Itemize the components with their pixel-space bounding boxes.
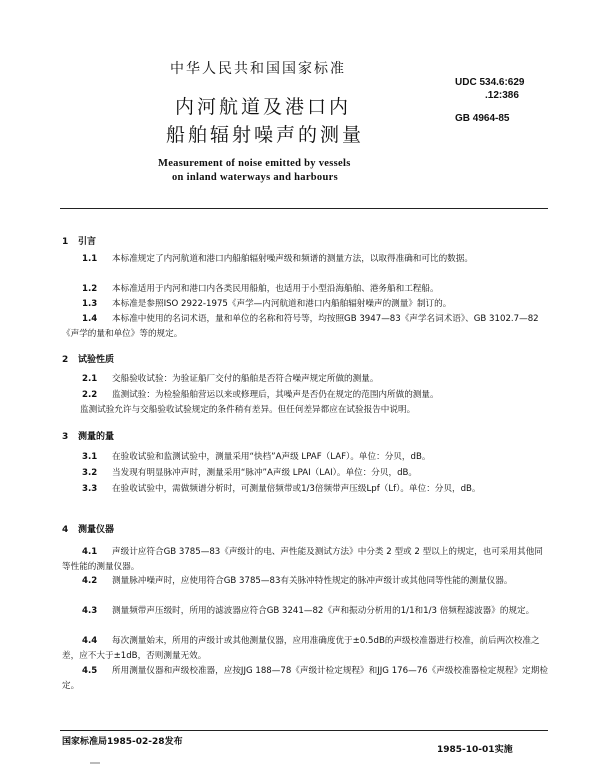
paragraph-number: 1.4 bbox=[82, 314, 98, 324]
paragraph-text: 当发现有明显脉冲声时，测量采用“脉冲”A声级 LPAI（LAI）。单位：分贝，dB。 bbox=[112, 468, 418, 478]
paragraph-number: 4.1 bbox=[82, 547, 98, 557]
paragraph-3-2 bbox=[62, 466, 548, 481]
paragraph-text: 所用测量仪器和声级校准器，应按JJG 188—78《声级计检定规程》和JJG 176—76《声级校准器检定规程》定期检定。 bbox=[62, 666, 548, 691]
title-cn-line-2: 船舶辐射噪声的测量 bbox=[166, 124, 365, 146]
paragraph-number: 3.1 bbox=[82, 452, 98, 462]
section-2-heading bbox=[62, 352, 114, 365]
paragraph-number: 4.2 bbox=[82, 576, 98, 586]
paragraph-2-2-continued bbox=[80, 403, 548, 418]
paragraph-number: 1.1 bbox=[82, 254, 98, 264]
udc-line-1: UDC 534.6:629 bbox=[455, 77, 525, 88]
paragraph-number: 4.5 bbox=[82, 666, 98, 676]
paragraph-3-3 bbox=[62, 482, 548, 497]
effective-date: 1985-10-01实施 bbox=[437, 745, 513, 755]
paragraph-text: 在验收试验和监测试验中，测量采用“快档”A声级 LPAF（LAF）。单位：分贝，dB。 bbox=[112, 452, 431, 462]
section-title: 测量仪器 bbox=[78, 525, 115, 535]
paragraph-number: 1.3 bbox=[82, 299, 98, 309]
paragraph-text: 本标准是参照ISO 2922-1975《声学—内河航道和港口内船舶辐射噪声的测量》制订的。 bbox=[112, 299, 452, 309]
section-title: 试验性质 bbox=[78, 355, 115, 365]
title-en-line-2: on inland waterways and harbours bbox=[172, 172, 338, 183]
paragraph-text: 本标准中使用的名词术语，量和单位的名称和符号等，均按照GB 3947—83《声学名词术语》、GB 3102.7—82《声学的量和单位》等的规定。 bbox=[62, 314, 539, 339]
paragraph-3-1 bbox=[62, 450, 548, 465]
paragraph-1-1 bbox=[62, 252, 548, 267]
bottom-divider bbox=[60, 730, 548, 731]
section-number: 2 bbox=[62, 355, 69, 365]
paragraph-text: 在验收试验中，需做频谱分析时，可测量倍频带或1/3倍频带声压级Lpf（Lf）。单位：分贝，dB。 bbox=[112, 484, 481, 494]
section-1-heading bbox=[62, 234, 96, 247]
standard-name: 中华人民共和国国家标准 bbox=[170, 61, 346, 77]
paragraph-text: 监测试验允许与交船验收试验规定的条件稍有差异。但任何差异都应在试验报告中说明。 bbox=[80, 405, 416, 415]
paragraph-2-2 bbox=[62, 388, 548, 403]
paragraph-number: 3.3 bbox=[82, 484, 98, 494]
paragraph-text: 声级计应符合GB 3785—83《声级计的电、声性能及测试方法》中分类 2 型或 2 型以上的规定，也可采用其他同等性能的测量仪器。 bbox=[62, 547, 543, 572]
paragraph-number: 2.2 bbox=[82, 390, 98, 400]
paragraph-4-5 bbox=[62, 664, 548, 694]
paragraph-text: 交船验收试验：为验证船厂交付的船舶是否符合噪声规定所做的测量。 bbox=[112, 374, 379, 384]
paragraph-1-2 bbox=[62, 282, 548, 297]
section-3-heading bbox=[62, 429, 114, 442]
scan-mark bbox=[90, 762, 100, 764]
paragraph-1-4 bbox=[62, 312, 548, 342]
section-title: 引言 bbox=[78, 237, 97, 247]
section-number: 3 bbox=[62, 432, 69, 442]
paragraph-2-1 bbox=[62, 372, 548, 387]
paragraph-text: 每次测量始末，所用的声级计或其他测量仪器，应用准确度优于±0.5dB的声级校准器进行校准，前后两次校准之差，应不大于±1dB，否则测量无效。 bbox=[62, 636, 540, 661]
paragraph-text: 本标准规定了内河航道和港口内船舶辐射噪声级和频谱的测量方法，以取得准确和可比的数据。 bbox=[112, 254, 473, 264]
section-number: 4 bbox=[62, 525, 69, 535]
gb-number: GB 4964-85 bbox=[455, 113, 510, 124]
paragraph-number: 1.2 bbox=[82, 284, 98, 294]
paragraph-4-2 bbox=[62, 574, 548, 589]
paragraph-4-3 bbox=[62, 604, 548, 619]
section-4-heading bbox=[62, 522, 114, 535]
paragraph-number: 4.3 bbox=[82, 606, 98, 616]
paragraph-text: 本标准适用于内河和港口内各类民用船舶，也适用于小型沿海船舶、港务船和工程船。 bbox=[112, 284, 439, 294]
paragraph-number: 4.4 bbox=[82, 636, 98, 646]
paragraph-text: 监测试验：为检验船舶营运以来或修理后，其噪声是否仍在规定的范围内所做的测量。 bbox=[112, 390, 439, 400]
top-divider bbox=[60, 208, 548, 209]
issue-date: 国家标准局1985-02-28发布 bbox=[62, 737, 183, 747]
paragraph-number: 2.1 bbox=[82, 374, 98, 384]
paragraph-4-1 bbox=[62, 545, 548, 575]
paragraph-4-4 bbox=[62, 634, 548, 664]
section-number: 1 bbox=[62, 237, 69, 247]
section-title: 测量的量 bbox=[78, 432, 115, 442]
paragraph-number: 3.2 bbox=[82, 468, 98, 478]
udc-line-2: .12:386 bbox=[485, 90, 519, 101]
title-en-line-1: Measurement of noise emitted by vessels bbox=[158, 158, 351, 169]
paragraph-text: 测量脉冲噪声时，应使用符合GB 3785—83有关脉冲特性规定的脉冲声级计或其他同等性能的测量仪器。 bbox=[112, 576, 513, 586]
title-cn-line-1: 内河航道及港口内 bbox=[175, 96, 352, 118]
paragraph-1-3 bbox=[62, 297, 548, 312]
paragraph-text: 测量频带声压级时，所用的滤波器应符合GB 3241—82《声和振动分析用的1/1和1/3 倍频程滤波器》的规定。 bbox=[112, 606, 535, 616]
